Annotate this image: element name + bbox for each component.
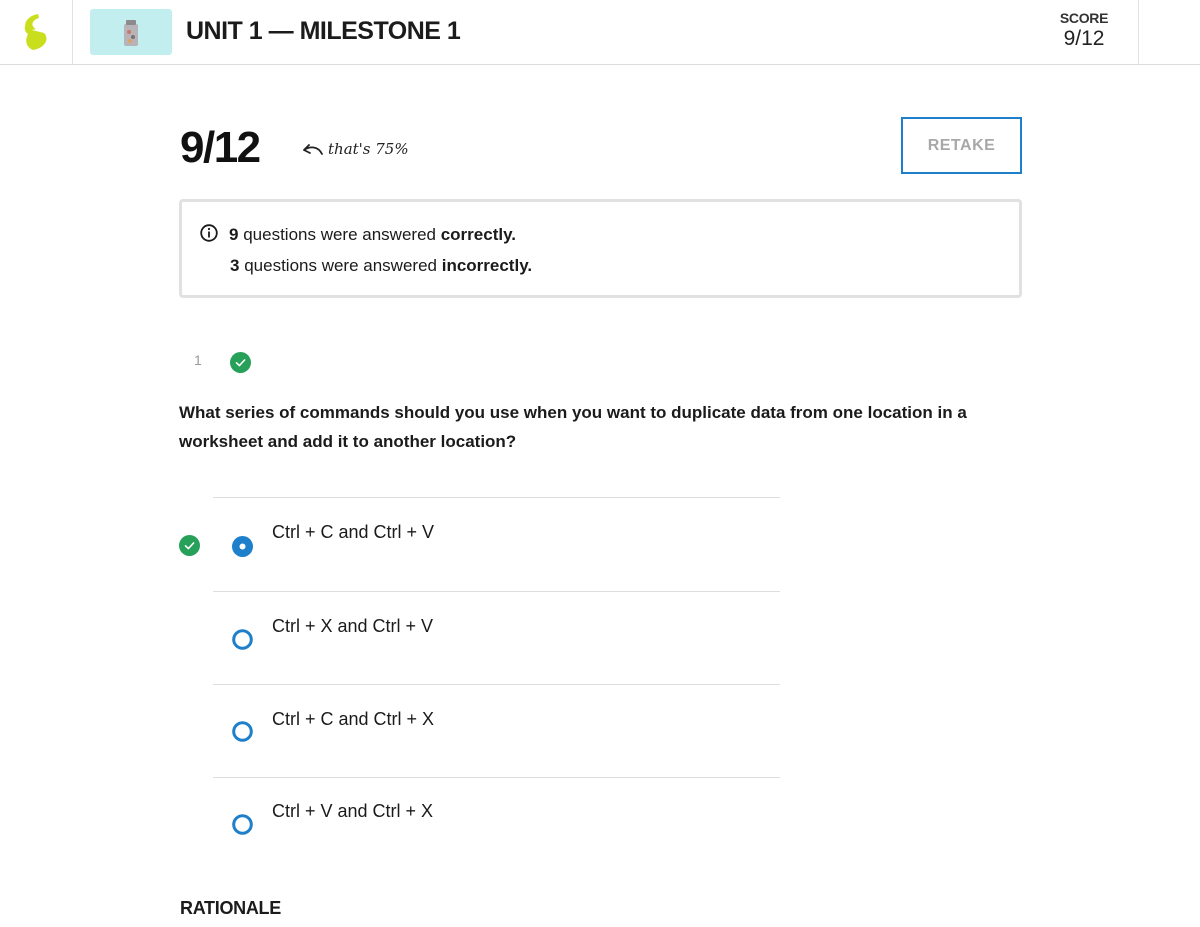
retake-button[interactable]: RETAKE <box>901 117 1022 174</box>
arrow-left-icon <box>300 142 324 158</box>
correct-word: correctly. <box>440 225 516 244</box>
question-number: 1 <box>194 352 202 368</box>
sophia-logo-icon <box>20 12 52 52</box>
option-divider <box>213 591 780 592</box>
result-score: 9/12 <box>180 123 260 172</box>
top-bar <box>0 0 1200 65</box>
score-percent-note <box>300 140 409 158</box>
option-3-radio[interactable] <box>232 721 253 742</box>
score-label: SCORE <box>1059 10 1109 26</box>
option-divider <box>213 777 780 778</box>
option-3-label[interactable]: Ctrl + C and Ctrl + X <box>272 709 435 729</box>
option-1-label[interactable]: Ctrl + C and Ctrl + V <box>272 522 435 542</box>
unit-title: UNIT 1 — MILESTONE 1 <box>186 17 461 45</box>
info-icon <box>200 224 218 242</box>
question-text: What series of commands should you use when you want to duplicate data from one location in a worksheet and add it to another location? <box>179 403 967 451</box>
option-4-radio[interactable] <box>232 814 253 835</box>
option-2-radio[interactable] <box>232 629 253 650</box>
summary-incorrect <box>230 256 532 276</box>
correct-answer-check-icon <box>179 535 200 556</box>
rationale-heading: RATIONALE <box>180 898 281 918</box>
correct-count: 9 <box>229 225 239 244</box>
option-divider <box>213 497 780 498</box>
header-divider <box>1138 0 1139 64</box>
option-divider <box>213 684 780 685</box>
summary-correct <box>229 225 516 245</box>
score-percent-text: that's 75% <box>328 140 409 158</box>
logo[interactable] <box>0 0 73 64</box>
correct-check-icon <box>230 352 251 373</box>
header-score <box>1040 10 1128 51</box>
result-summary <box>179 199 1022 298</box>
incorrect-word: incorrectly. <box>441 256 533 275</box>
incorrect-text: questions were answered <box>244 256 437 275</box>
coin-jar-icon <box>121 18 141 48</box>
score-value: 9/12 <box>1063 27 1105 50</box>
course-thumbnail <box>90 9 172 55</box>
correct-text: questions were answered <box>243 225 436 244</box>
option-1-radio-selected[interactable] <box>232 536 253 557</box>
incorrect-count: 3 <box>230 256 240 275</box>
option-2-label[interactable]: Ctrl + X and Ctrl + V <box>272 616 434 636</box>
option-4-label[interactable]: Ctrl + V and Ctrl + X <box>272 801 434 821</box>
